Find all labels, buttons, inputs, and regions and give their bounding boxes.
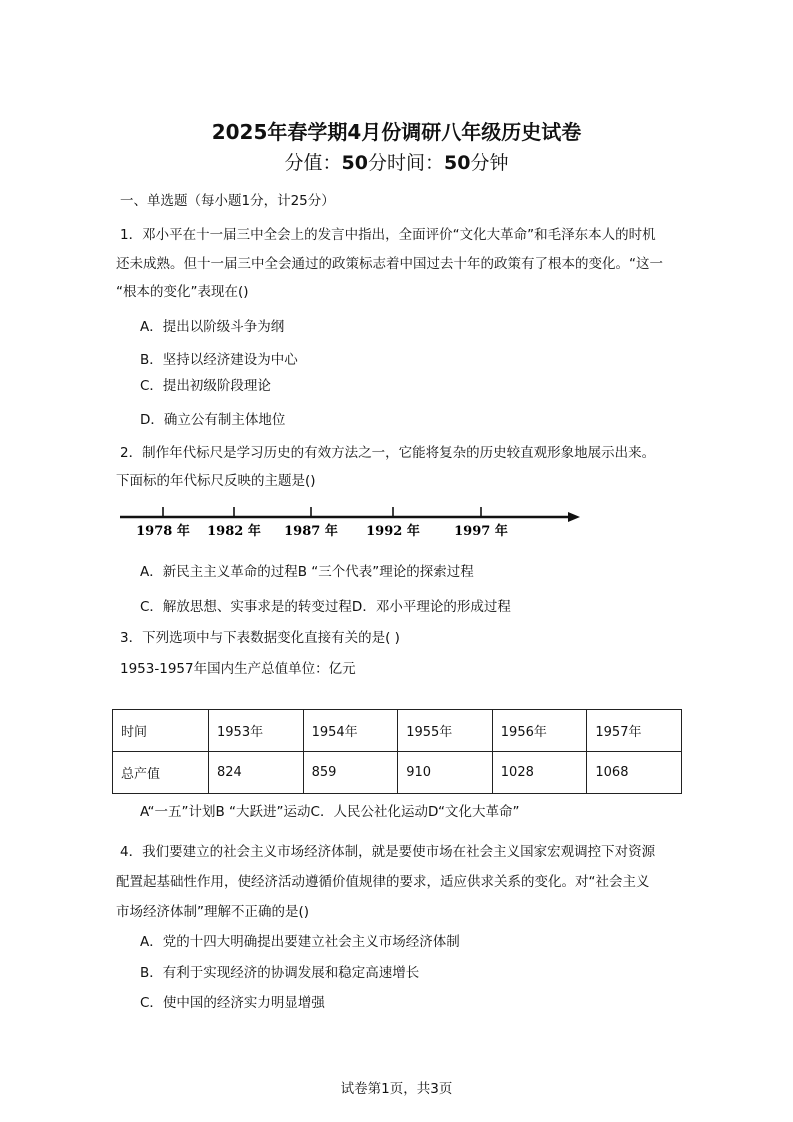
page-footer: 试卷第1页，共3页 (340, 1081, 453, 1097)
table-cell: 824 (209, 752, 304, 794)
subtitle-mid: 分时间： (367, 152, 444, 174)
q1-line-2: 还未成熟。但十一届三中全会通过的政策标志着中国过去十年的政策有了根本的变化。“这一 (116, 256, 663, 272)
q4-option-a: A．党的十四大明确提出要建立社会主义市场经济体制 (140, 934, 460, 950)
q3-stem: 3．下列选项中与下表数据变化直接有关的是( ) (120, 630, 400, 646)
q2-line-1: 2．制作年代标尺是学习历史的有效方法之一，它能将复杂的历史较直观形象地展示出来。 (120, 445, 656, 461)
q2-options-line-1: A．新民主主义革命的过程B “三个代表”理论的探索过程 (140, 564, 474, 580)
table-cell: 910 (398, 752, 493, 794)
timeline (0, 498, 793, 543)
q4-line-2: 配置起基础性作用，使经济活动遵循价值规律的要求，适应供求关系的变化。对“社会主义 (116, 874, 650, 890)
timeline-label: 1992 年 (366, 524, 420, 539)
table-cell: 1953年 (209, 710, 304, 752)
exam-subtitle (0, 148, 793, 175)
q1-option-c: C．提出初级阶段理论 (140, 378, 271, 394)
timeline-label: 1982 年 (207, 524, 261, 539)
table-cell: 1956年 (492, 710, 587, 752)
timeline-arrow-icon (568, 512, 580, 522)
table-cell: 1957年 (587, 710, 682, 752)
q4-option-b: B．有利于实现经济的协调发展和稳定高速增长 (140, 965, 420, 981)
timeline-label: 1978 年 (136, 524, 190, 539)
table-row (113, 710, 682, 752)
q1-option-a: A．提出以阶级斗争为纲 (140, 319, 285, 335)
table-cell: 1028 (492, 752, 587, 794)
table-cell: 1955年 (398, 710, 493, 752)
gdp-table (112, 709, 682, 794)
q4-option-c: C．使中国的经济实力明显增强 (140, 995, 325, 1011)
score-value: 50 (341, 152, 368, 174)
q4-line-1: 4．我们要建立的社会主义市场经济体制，就是要使市场在社会主义国家宏观调控下对资源 (120, 844, 656, 860)
q4-line-3: 市场经济体制”理解不正确的是() (116, 904, 310, 920)
table-cell: 1954年 (303, 710, 398, 752)
section-heading: 一、单选题（每小题1分，计25分） (120, 193, 335, 209)
subtitle-prefix: 分值： (284, 152, 342, 174)
q1-line-1: 1．邓小平在十一届三中全会上的发言中指出，全面评价“文化大革命”和毛泽东本人的时机 (120, 227, 656, 243)
q2-line-2: 下面标的年代标尺反映的主题是() (116, 473, 316, 489)
time-value: 50 (444, 152, 471, 174)
table-cell: 总产值 (113, 752, 209, 794)
exam-title: 2025年春学期4月份调研八年级历史试卷 (211, 120, 582, 144)
subtitle-suffix: 分钟 (470, 152, 509, 174)
table-cell: 时间 (113, 710, 209, 752)
table-row (113, 752, 682, 794)
table-cell: 859 (303, 752, 398, 794)
q3-table-caption: 1953-1957年国内生产总值单位：亿元 (120, 661, 356, 677)
timeline-label: 1997 年 (454, 524, 508, 539)
q1-line-3: “根本的变化”表现在() (116, 284, 249, 300)
q1-option-d: D．确立公有制主体地位 (140, 412, 286, 428)
q2-options-line-2: C．解放思想、实事求是的转变过程D．邓小平理论的形成过程 (140, 599, 511, 615)
timeline-label: 1987 年 (284, 524, 338, 539)
q1-option-b: B．坚持以经济建设为中心 (140, 352, 298, 368)
q3-options: A“一五”计划B “大跃进”运动C．人民公社化运动D“文化大革命” (140, 804, 520, 820)
table-cell: 1068 (587, 752, 682, 794)
